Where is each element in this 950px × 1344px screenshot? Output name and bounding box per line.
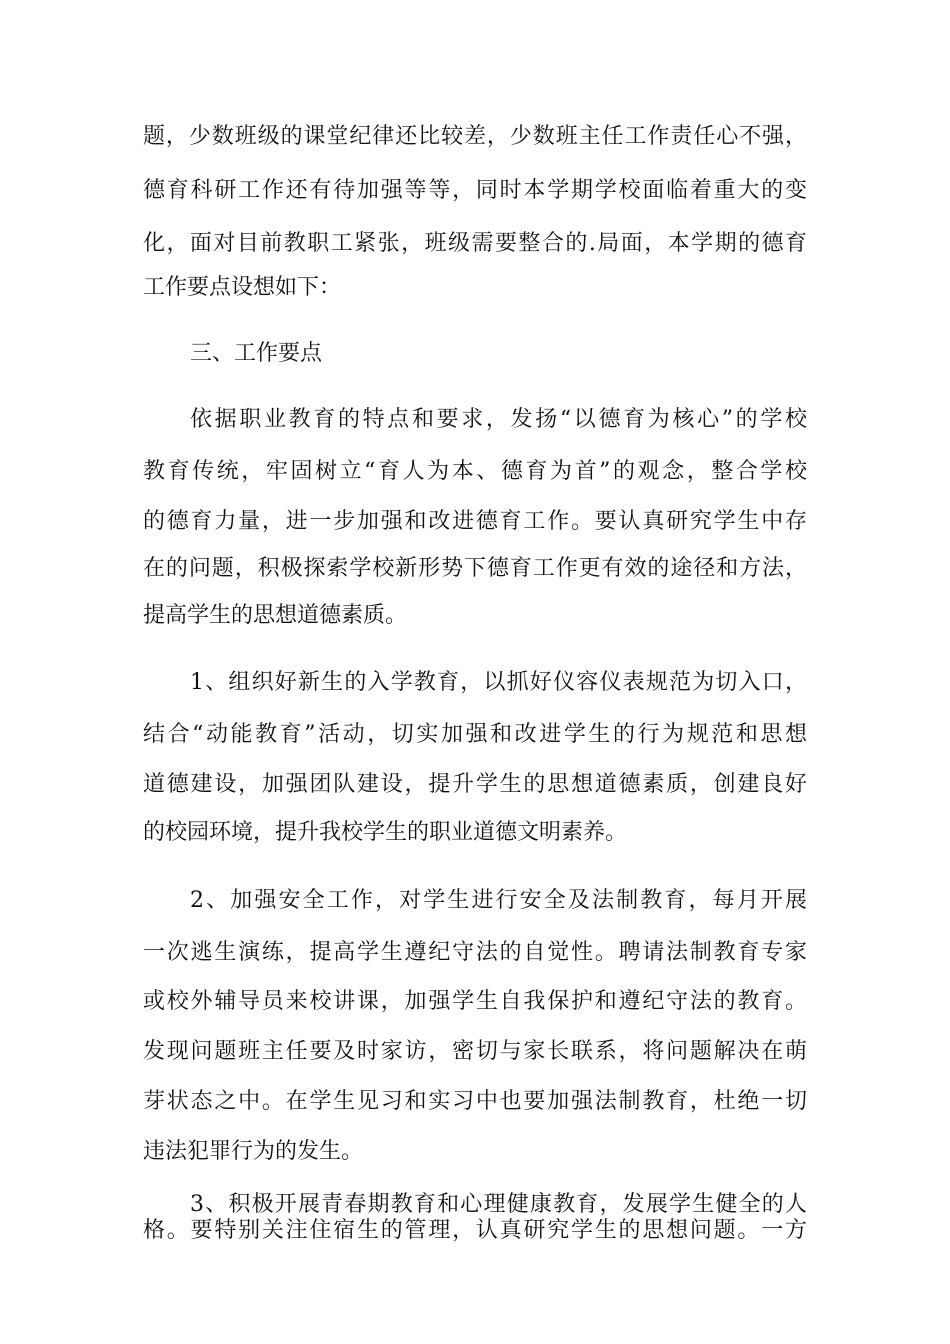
paragraph-line: 提高学生的思想道德素质。: [143, 603, 408, 628]
paragraph-line: 的校园环境，提升我校学生的职业道德文明素养。: [143, 820, 628, 845]
paragraph-line: 3、积极开展青春期教育和心理健康教育，发展学生健全的人: [190, 1192, 807, 1217]
paragraph-line: 题，少数班级的课堂纪律还比较差，少数班主任工作责任心不强，: [143, 124, 807, 149]
section-heading: 三、工作要点: [190, 341, 323, 366]
paragraph-line: 工作要点设想如下：: [143, 275, 342, 300]
paragraph-line: 的德育力量，进一步加强和改进德育工作。要认真研究学生中存: [143, 509, 807, 534]
paragraph-line: 2、加强安全工作，对学生进行安全及法制教育，每月开展: [190, 888, 807, 913]
paragraph-line: 或校外辅导员来校讲课，加强学生自我保护和遵纪守法的教育。: [143, 989, 807, 1014]
paragraph-line: 发现问题班主任要及时家访，密切与家长联系，将问题解决在萌: [143, 1039, 807, 1064]
paragraph-line: 格。要特别关注住宿生的管理，认真研究学生的思想问题。一方: [143, 1218, 807, 1243]
paragraph-line: 一次逃生演练，提高学生遵纪守法的自觉性。聘请法制教育专家: [143, 940, 807, 965]
paragraph-line: 在的问题，积极探索学校新形势下德育工作更有效的途径和方法，: [143, 556, 807, 581]
paragraph-line: 结合“动能教育”活动，切实加强和改进学生的行为规范和思想: [143, 722, 807, 747]
paragraph-line: 1、组织好新生的入学教育，以抓好仪容仪表规范为切入口，: [190, 670, 807, 695]
paragraph-line: 道德建设，加强团队建设，提升学生的思想道德素质，创建良好: [143, 772, 807, 797]
paragraph-line: 依据职业教育的特点和要求，发扬“以德育为核心”的学校: [190, 407, 807, 432]
paragraph-line: 芽状态之中。在学生见习和实习中也要加强法制教育，杜绝一切: [143, 1089, 807, 1114]
paragraph-line: 违法犯罪行为的发生。: [143, 1139, 364, 1164]
paragraph-line: 德育科研工作还有待加强等等，同时本学期学校面临着重大的变: [143, 178, 807, 203]
paragraph-line: 教育传统，牢固树立“育人为本、德育为首”的观念，整合学校: [143, 459, 807, 484]
paragraph-line: 化，面对目前教职工紧张，班级需要整合的.局面，本学期的德育: [143, 231, 807, 256]
